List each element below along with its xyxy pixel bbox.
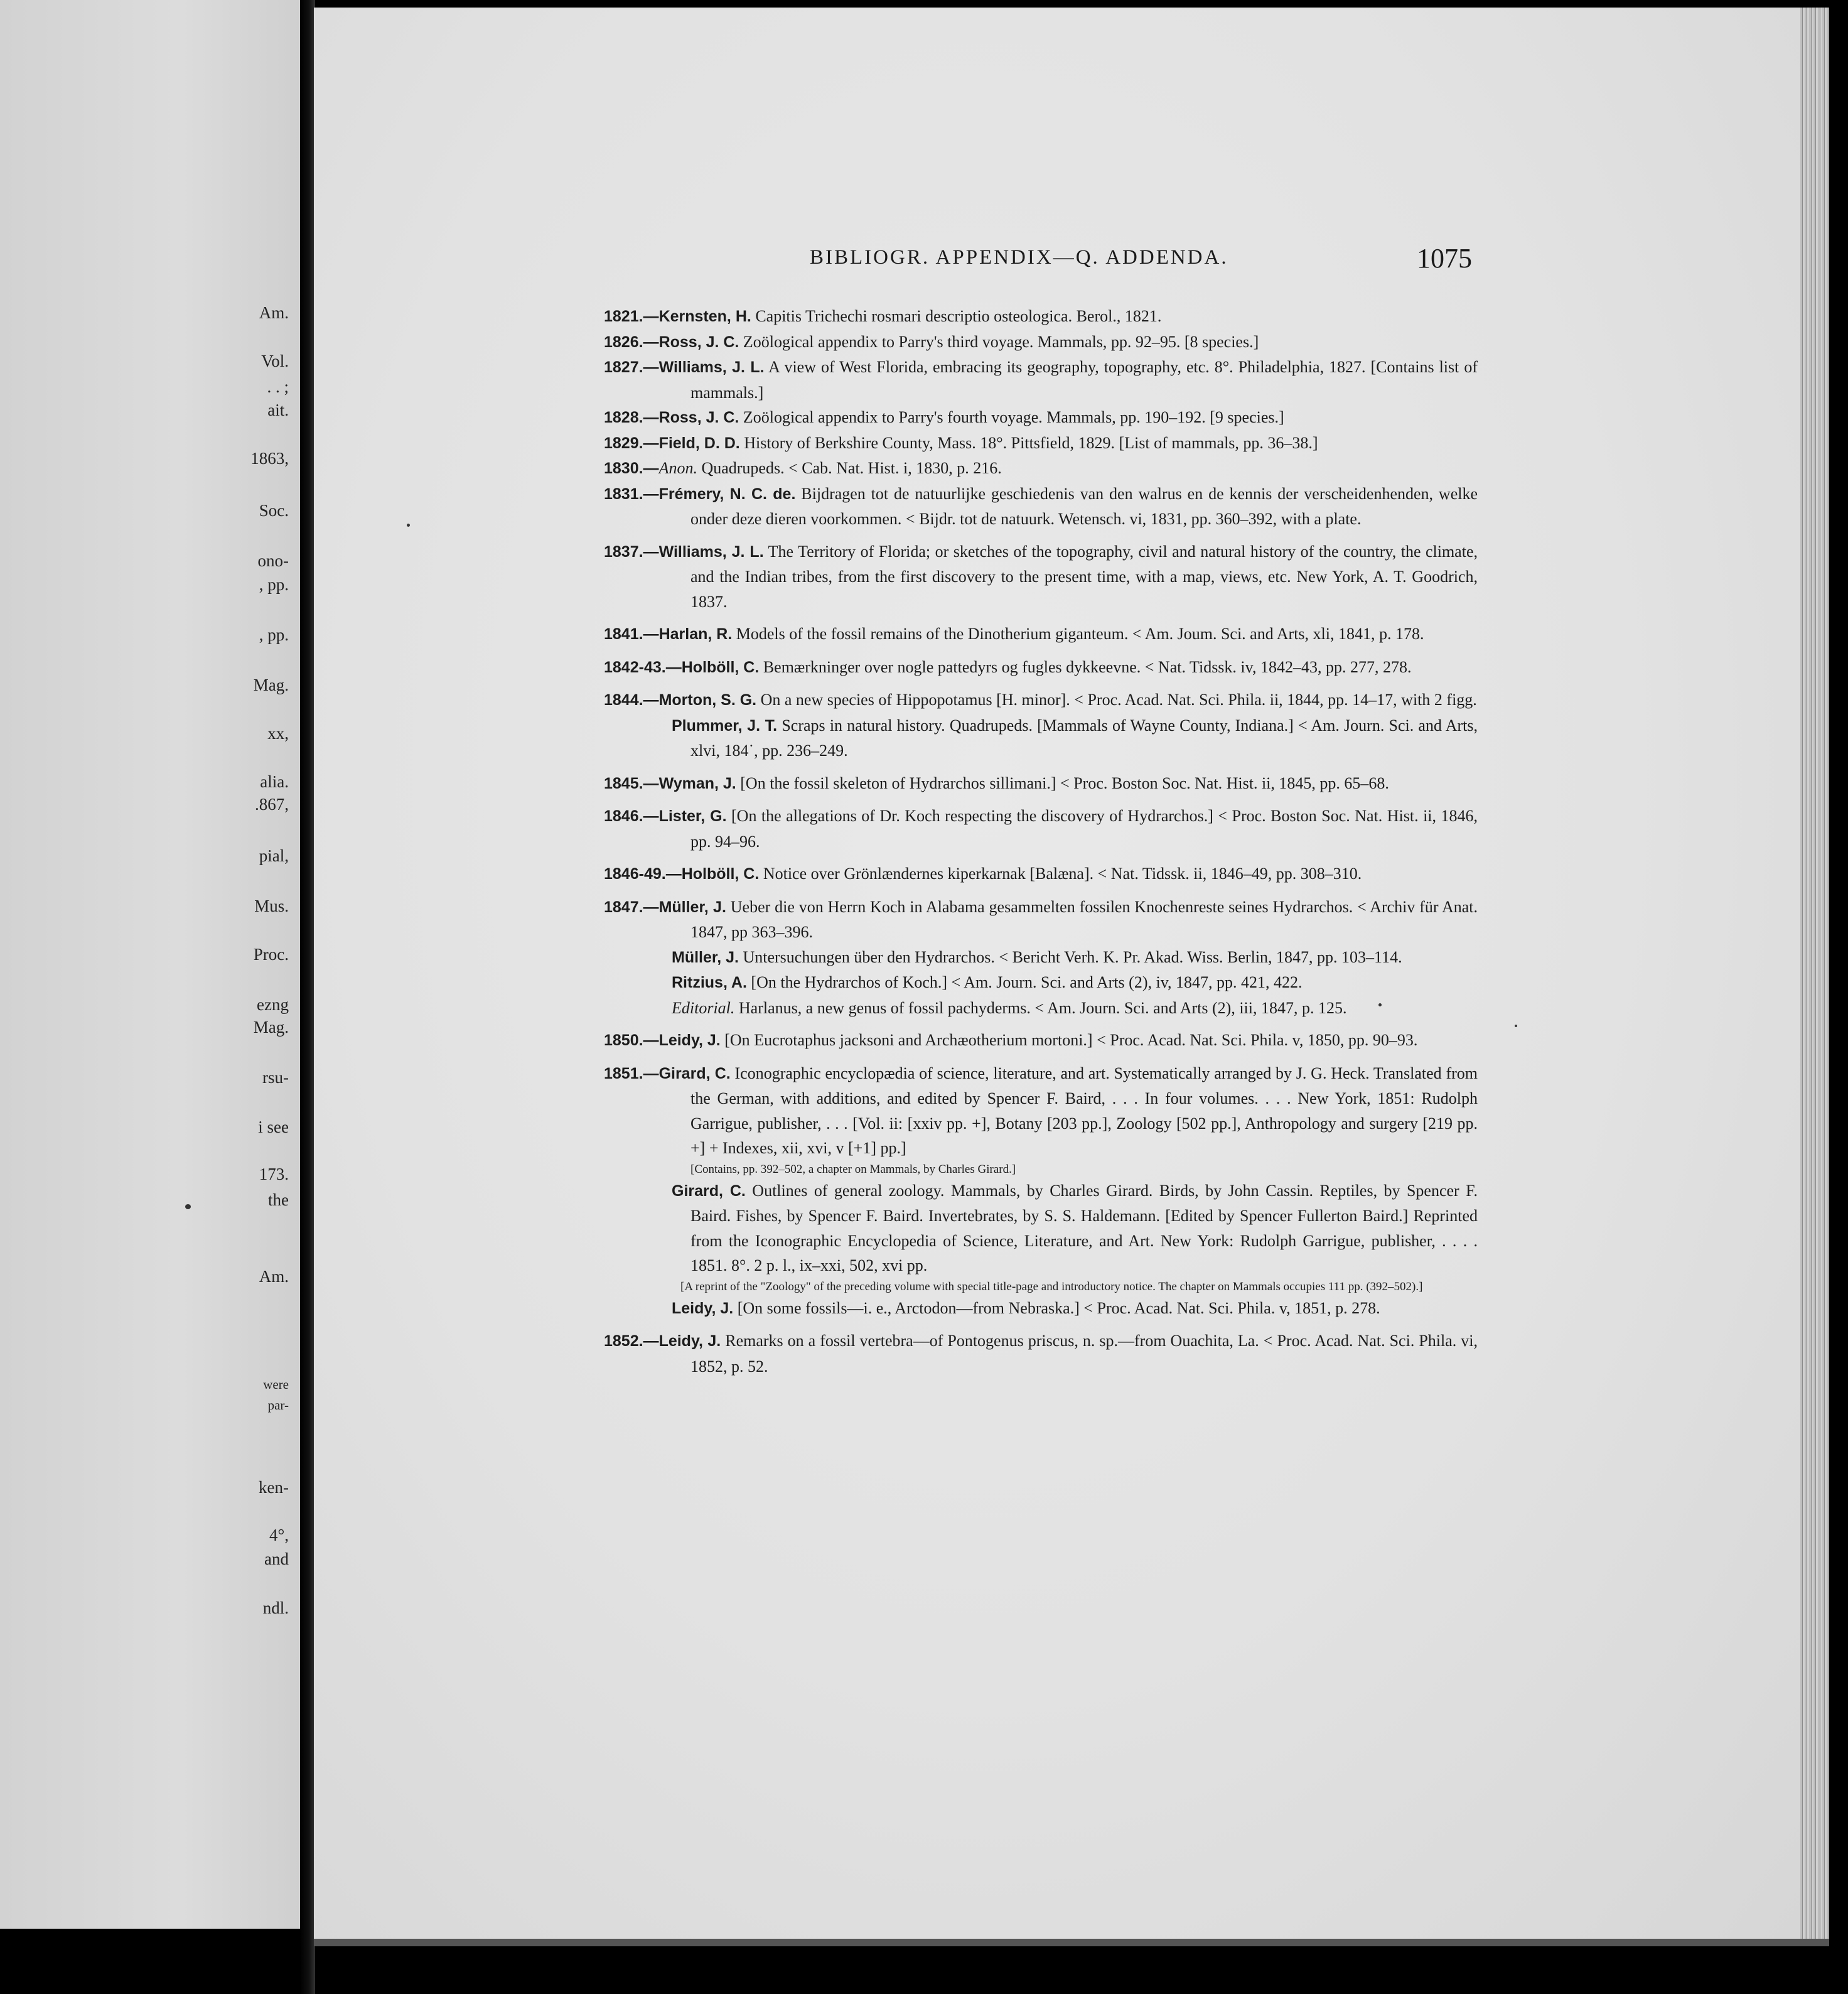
entry-year: 1846.— [604,807,659,825]
entry-author: Frémery, N. C. de. [658,485,796,503]
entry-author: Editorial. [672,998,735,1017]
entry-text: Zoölogical appendix to Parry's fourth voyage. Mammals, pp. 190–192. [9 species.] [739,408,1284,426]
entry-year: 1826.— [604,333,659,351]
bibliography-entry [604,330,1478,355]
entry-year: 1847.— [604,898,659,916]
left-fragment: ait. [267,401,289,419]
left-fragment: alia. [260,772,289,791]
left-fragment: ono- [257,551,289,570]
bibliography-entry [604,970,1478,996]
entry-author: Holböll, C. [681,658,760,676]
entry-text: Harlanus, a new genus of fossil pachyderms. < Am. Journ. Sci. and Arts (2), iii, 1847, p. 125. [734,998,1347,1017]
entry-text: [On some fossils—i. e., Arctodon—from Nebraska.] < Proc. Acad. Nat. Sci. Phila. v, 1851, p. 278. [733,1298,1380,1317]
entry-text: Iconographic encyclopædia of science, literature, and art. Systematically arranged by J. G. Heck. Translated from the German, with additions, and edited by Spencer F. Baird, . . . In four volumes. . . . New York, 1851: Rudolph Garrigue, publisher, . . . [Vol. ii: [xxiv pp. +], Botany [203 pp.], Zoology [502 pp.], Anthropology and surgery [219 pp. +] + Indexes, xii, xvi, v [+1] pp.] [690,1064,1478,1157]
bibliography-entry [604,804,1478,854]
left-fragment: , pp. [259,575,289,594]
entry-year: 1821.— [604,308,659,325]
entry-year: 1837.— [604,542,659,561]
entry-text: Quadrupeds. < Cab. Nat. Hist. i, 1830, p. 216. [697,459,1002,477]
entry-author: Leidy, J. [658,1332,721,1350]
entry-text: Notice over Grönlændernes kiperkarnak [Balæna]. < Nat. Tidssk. ii, 1846–49, pp. 308–310. [759,865,1362,883]
entry-author: Plummer, J. T. [672,716,778,735]
entry-year: 1828.— [604,409,659,426]
left-fragment: Mus. [254,897,289,915]
left-fragment: Am. [259,1267,289,1286]
left-fragment: Mag. [253,676,289,694]
bibliography-note: [Contains, pp. 392–502, a chapter on Mammals, by Charles Girard.] [690,1162,1016,1176]
bibliography-entry [604,861,1478,887]
entry-author: Girard, C. [658,1064,731,1082]
left-fragment: were [263,1377,289,1392]
entry-author: Field, D. D. [658,434,740,452]
bibliography-entry [604,622,1478,647]
bibliography-entry [604,482,1478,532]
left-fragment: . . ; [267,377,289,396]
left-fragment: and [264,1549,289,1568]
bibliography-entry [604,687,1478,713]
left-fragment: the [268,1190,289,1209]
entry-year: 1841.— [604,625,659,643]
bibliography-entry [604,895,1478,945]
left-fragment: ndl. [262,1598,289,1617]
entry-text: Zoölogical appendix to Parry's third voyage. Mammals, pp. 92–95. [8 species.] [739,332,1259,351]
entry-year: 1851.— [604,1064,659,1082]
left-fragment: Mag. [253,1018,289,1037]
entry-year: 1845.— [604,774,659,792]
left-fragment: xx, [267,724,289,743]
entry-year: 1846-49.— [604,865,682,883]
entry-year: 1844.— [604,691,659,709]
entry-text: [On the Hydrarchos of Koch.] < Am. Journ. Sci. and Arts (2), iv, 1847, pp. 421, 422. [746,973,1303,991]
entry-year: 1842-43.— [604,658,682,676]
bibliography-entry [604,1061,1478,1161]
bibliography-entry [604,456,1478,482]
entry-year: 1830.— [604,460,659,477]
entry-text: A view of West Florida, embracing its geography, topography, etc. 8°. Philadelphia, 1827. [Contains list of mammals.] [690,358,1478,402]
entry-year: 1829.— [604,434,659,452]
book-gutter [300,0,315,1994]
running-head: BIBLIOGR. APPENDIX—Q. ADDENDA. [810,246,1228,269]
left-fragment: .867, [255,795,289,814]
entry-text: Untersuchungen über den Hydrarchos. < Bericht Verh. K. Pr. Akad. Wiss. Berlin, 1847, pp. 103–114. [738,947,1402,966]
left-fragment: pial, [259,846,289,865]
left-fragment: 1863, [250,449,289,468]
bibliography-entry [604,713,1478,763]
entry-author: Girard, C. [672,1182,746,1200]
entry-text: Remarks on a fossil vertebra—of Pontogenus priscus, n. sp.—from Ouachita, La. < Proc. Acad. Nat. Sci. Phila. vi, 1852, p. 52. [690,1332,1478,1376]
entry-author: Williams, J. L. [658,358,765,376]
left-fragment: 173. [259,1165,289,1183]
entry-text: Ueber die von Herrn Koch in Alabama gesammelten fossilen Knochenreste seines Hydrarchos. < Archiv für Anat. 1847, pp 363–396. [690,897,1478,941]
left-fragment: par- [267,1398,289,1413]
entry-text: [On the allegations of Dr. Koch respecting the discovery of Hydrarchos.] < Proc. Boston Soc. Nat. Hist. ii, 1846, pp. 94–96. [690,807,1478,851]
bibliography-entry [604,1178,1478,1278]
entry-year: 1827.— [604,358,659,376]
entry-author: Leidy, J. [672,1299,734,1317]
print-speck [185,1204,191,1209]
entry-text: History of Berkshire County, Mass. 18°. Pittsfield, 1829. [List of mammals, pp. 36–38.] [739,433,1318,452]
entry-text: The Territory of Florida; or sketches of the topography, civil and natural history of the country, the climate, and the Indian tribes, from the first discovery to the present time, with a map, views, etc. New York, A. T. Goodrich, 1837. [690,542,1478,611]
entry-author: Ross, J. C. [658,409,739,426]
previous-page-sliver [0,0,300,1929]
entry-text: Models of the fossil remains of the Dinotherium giganteum. < Am. Joum. Sci. and Arts, xli, 1841, p. 178. [732,625,1424,643]
bibliography-entry [604,304,1478,330]
entry-text: [On the fossil skeleton of Hydrarchos sillimani.] < Proc. Boston Soc. Nat. Hist. ii, 1845, pp. 65–68. [736,773,1389,792]
entry-year: 1850.— [604,1032,659,1049]
entry-text: [On Eucrotaphus jacksoni and Archæotherium mortoni.] < Proc. Acad. Nat. Sci. Phila. v, 1850, pp. 90–93. [720,1031,1418,1049]
page-edges [1800,8,1829,1944]
left-fragment: i see [258,1118,289,1136]
bibliography-entry [604,355,1478,405]
entry-text: On a new species of Hippopotamus [H. minor]. < Proc. Acad. Nat. Sci. Phila. ii, 1844, pp. 14–17, with 2 figg. [756,691,1477,709]
entry-text: Bijdragen tot de natuurlijke geschiedenis van den walrus en de kennis der verscheidenhenden, welke onder deze dieren voorkommen. < Bijdr. tot de natuurk. Wetensch. vi, 1831, pp. 360–392, with a plate. [690,484,1478,528]
left-fragment: Soc. [259,501,289,520]
bibliography-note: [A reprint of the "Zoology" of the preceding volume with special title-page and introductory notice. The chapter on Mammals occupies 111 pp. (392–502).] [680,1280,1423,1293]
entry-text: Outlines of general zoology. Mammals, by Charles Girard. Birds, by John Cassin. Reptiles, by Spencer F. Baird. Fishes, by Spencer F. Baird. Invertebrates, by S. S. Haldemann. [Edited by Spencer Fullerton Baird.] Reprinted from the Iconographic Encyclopedia of Science, Literature, and Art. New York: Rudolph Garrigue, publisher, . . . . 1851. 8°. 2 p. l., ix–xxi, 502, xvi pp. [690,1181,1478,1275]
entry-year: 1831.— [604,485,659,503]
entry-author: Ross, J. C. [658,333,739,351]
bibliography-entry [604,996,1478,1021]
entry-text: Capitis Trichechi rosmari descriptio osteologica. Berol., 1821. [751,307,1162,325]
left-fragment: ken- [259,1478,289,1497]
entry-author: Kernsten, H. [658,308,751,325]
entry-text: Bemærkninger over nogle pattedyrs og fugles dykkeevne. < Nat. Tidssk. iv, 1842–43, pp. 277, 278. [759,657,1412,676]
entry-author: Williams, J. L. [658,542,764,561]
entry-author: Anon. [658,459,697,477]
bibliography-entry [604,945,1478,971]
print-speck [1378,1003,1382,1006]
page-bottom-edge [314,1939,1829,1946]
bibliography-entry [604,431,1478,456]
entry-author: Harlan, R. [658,625,733,643]
entry-author: Holböll, C. [681,865,760,883]
left-fragment: Am. [259,303,289,322]
entry-author: Wyman, J. [658,774,736,792]
entry-author: Leidy, J. [658,1032,721,1049]
entry-author: Morton, S. G. [658,691,757,709]
entry-author: Ritzius, A. [672,974,747,991]
entry-author: Lister, G. [658,807,727,825]
entry-author: Müller, J. [672,948,739,966]
left-fragment: rsu- [262,1068,289,1087]
bibliography-entry [604,539,1478,615]
print-speck [1515,1025,1517,1027]
left-fragment: 4°, [269,1526,289,1544]
bibliography-entry [604,1328,1478,1379]
left-fragment: Proc. [253,945,289,964]
page-number: 1075 [1417,243,1472,274]
entry-author: Müller, J. [658,898,726,916]
bibliography-entry [604,771,1478,797]
entry-text: Scraps in natural history. Quadrupeds. [Mammals of Wayne County, Indiana.] < Am. Journ. Sci. and Arts, xlvi, 184˙, pp. 236–249. [690,716,1478,760]
left-fragment: Vol. [261,352,289,370]
print-speck [407,524,410,527]
entry-year: 1852.— [604,1332,659,1350]
left-fragment: ezng [257,995,289,1014]
bibliography-entry [604,405,1478,431]
bibliography-entry [604,655,1478,681]
left-fragment: , pp. [259,625,289,644]
bibliography-entry [604,1296,1478,1322]
bibliography-entry [604,1028,1478,1054]
bibliography-entries [604,304,1478,1379]
